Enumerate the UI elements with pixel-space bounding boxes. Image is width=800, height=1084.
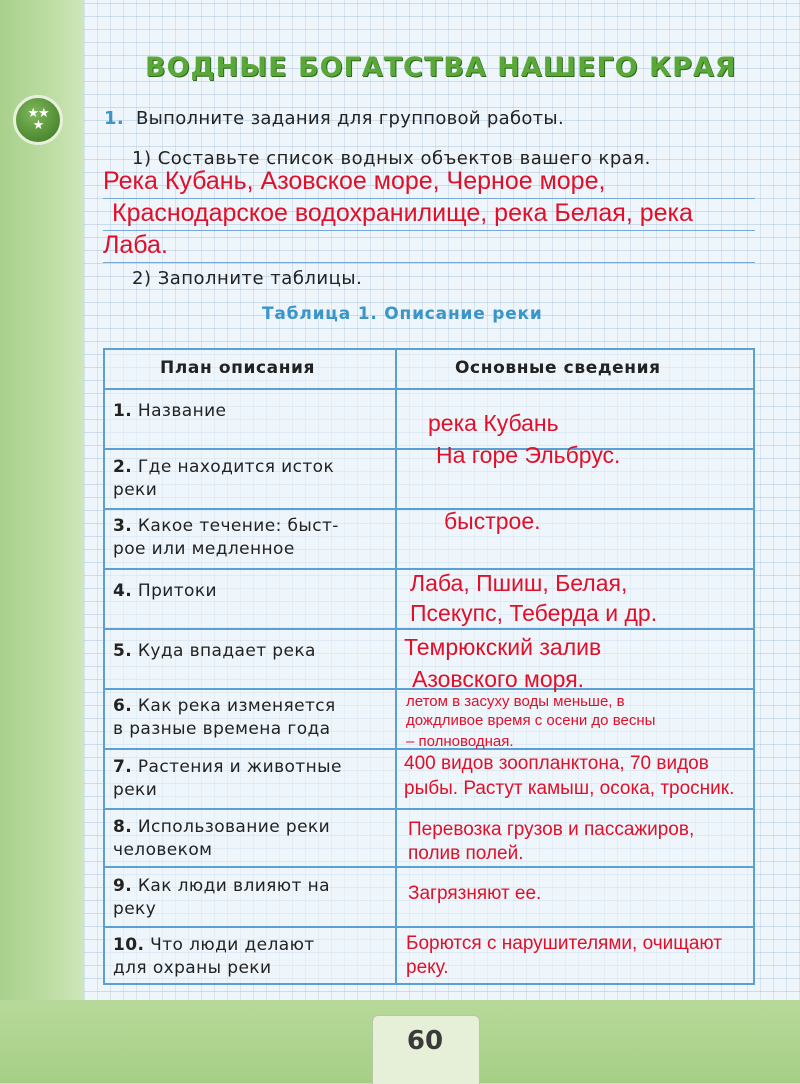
table-title: Таблица 1. Описание реки [262,304,543,324]
page-number: 60 [406,1026,444,1056]
table-row-answer: река Кубань [428,410,559,436]
table-header-divider [103,388,755,390]
table-row-plan: 4. Притоки [113,581,217,601]
table-row-plan: 10. Что люди делают для охраны реки [113,935,315,978]
table-row-divider [103,808,755,810]
table-row-answer: дождливое время с осени до весны [406,712,656,729]
header-info: Основные сведения [455,358,661,378]
table-row-divider [103,508,755,510]
table-row-answer: Азовского моря. [412,666,585,692]
table-row-divider [103,926,755,928]
table-row-plan: 1. Название [113,401,227,421]
subtask-1: 1) Составьте список водных объектов вашего края. [132,148,651,169]
answer-line-1: Река Кубань, Азовское море, Черное море, [103,167,606,195]
table-row-answer: быстрое. [444,508,541,534]
task-number: 1. [104,108,124,129]
table-row-plan: 5. Куда впадает река [113,641,316,661]
page-title: ВОДНЫЕ БОГАТСТВА НАШЕГО КРАЯ [145,52,737,83]
table-row-answer: реку. [406,957,449,978]
stars-badge-icon: ★★ ★ [13,95,63,145]
table-row-answer: Псекупс, Теберда и др. [410,600,658,626]
table-row-answer: Борются с нарушителями, очищают [406,933,722,954]
answer-rule-2 [103,230,755,231]
left-margin-band [0,0,84,1083]
table-row-plan: 9. Как люди влияют на реку [113,876,330,919]
table-row-answer: Перевозка грузов и пассажиров, [408,819,695,840]
table-row-answer: Загрязняют ее. [408,883,542,904]
table-row-answer: 400 видов зоопланктона, 70 видов [404,753,709,774]
table-row-answer: Лаба, Пшиш, Белая, [410,570,628,596]
answer-line-3: Лаба. [103,231,168,259]
table-row-divider [103,448,755,450]
table-row-answer: – полноводная. [406,733,514,750]
table-row-plan: 2. Где находится исток реки [113,457,335,500]
table-row-divider [103,628,755,630]
table-row-plan: 3. Какое течение: быст- рое или медленное [113,516,339,559]
answer-line-2: Краснодарское водохранилище, река Белая, река [112,199,693,227]
table-column-divider [395,348,397,985]
table-row-answer: полив полей. [408,843,524,864]
table-row-plan: 8. Использование реки человеком [113,817,331,860]
table-row-divider [103,866,755,868]
subtask-2: 2) Заполните таблицы. [132,268,363,289]
task-text: Выполните задания для групповой работы. [135,108,564,129]
answer-rule-3 [103,262,755,263]
table-row-answer: Темрюкский залив [404,634,602,660]
table-row-answer: летом в засуху воды меньше, в [406,693,625,710]
table-row-plan: 7. Растения и животные реки [113,757,342,800]
header-plan: План описания [160,358,316,378]
table-row-answer: рыбы. Растут камыш, осока, тросник. [404,778,735,799]
table-row-answer: На горе Эльбрус. [436,442,621,468]
task-1 [104,108,564,129]
table-row-plan: 6. Как река изменяется в разные времена года [113,696,336,739]
